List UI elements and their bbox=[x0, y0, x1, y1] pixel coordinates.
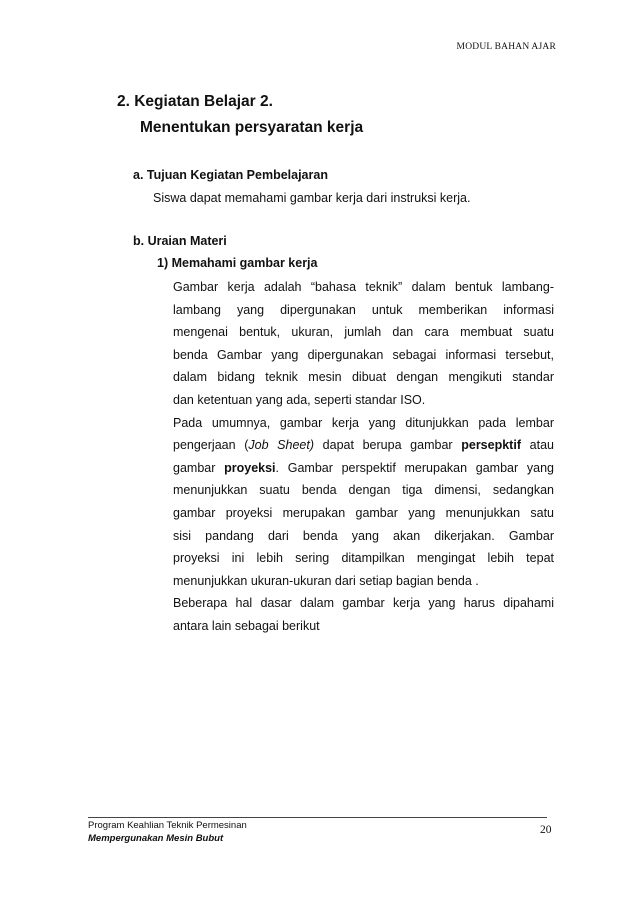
paragraph-line: gambar proyeksi merupakan gambar yang menunjukkan satu bbox=[173, 505, 554, 520]
job-sheet-term: Job Sheet) bbox=[248, 438, 315, 453]
projection-term: proyeksi bbox=[224, 460, 276, 475]
paragraph-line: menunjukkan ukuran-ukuran dari setiap bagian benda . bbox=[173, 573, 479, 588]
footer-module: Mempergunakan Mesin Bubut bbox=[88, 833, 224, 844]
subsection-a-heading: a. Tujuan Kegiatan Pembelajaran bbox=[133, 168, 328, 182]
paragraph-line: mengenai bentuk, ukuran, jumlah dan cara membuat suatu bbox=[173, 325, 554, 340]
paragraph-line: dalam bidang teknik mesin dibuat dengan mengikuti standar bbox=[173, 370, 554, 385]
section-heading: 2. Kegiatan Belajar 2. bbox=[117, 93, 273, 110]
paragraph-line: sisi pandang dari benda yang akan dikerjakan. Gambar bbox=[173, 528, 554, 543]
text-run: pengerjaan ( bbox=[173, 438, 249, 453]
paragraph-line: antara lain sebagai berikut bbox=[173, 618, 320, 633]
page-number: 20 bbox=[540, 824, 552, 836]
section-subheading: Menentukan persyaratan kerja bbox=[140, 119, 364, 136]
paragraph-line bbox=[173, 457, 554, 480]
subsection-b-heading: b. Uraian Materi bbox=[133, 234, 227, 248]
paragraph-2 bbox=[173, 412, 554, 593]
paragraph-line: Pada umumnya, gambar kerja yang ditunjukkan pada lembar bbox=[173, 415, 554, 430]
paragraph-line: dan ketentuan yang ada, seperti standar ISO. bbox=[173, 392, 426, 407]
text-run: . Gambar perspektif merupakan gambar yang bbox=[275, 460, 554, 475]
paragraph-1 bbox=[173, 276, 554, 412]
item-1-heading: 1) Memahami gambar kerja bbox=[157, 256, 318, 270]
footer-divider bbox=[88, 817, 547, 818]
perspective-term: persepktif bbox=[461, 438, 521, 453]
text-run: gambar bbox=[173, 460, 225, 475]
subsection-a-text: Siswa dapat memahami gambar kerja dari instruksi kerja. bbox=[153, 191, 471, 205]
running-header: MODUL BAHAN AJAR bbox=[456, 42, 556, 52]
footer-program: Program Keahlian Teknik Permesinan bbox=[88, 820, 247, 831]
paragraph-line: Gambar kerja adalah “bahasa teknik” dalam bentuk lambang- bbox=[173, 280, 554, 294]
paragraph-line: proyeksi ini lebih sering ditampilkan mengingat lebih tepat bbox=[173, 551, 554, 566]
paragraph-line: lambang yang dipergunakan untuk memberikan informasi bbox=[173, 302, 554, 317]
paragraph-line bbox=[173, 434, 554, 457]
text-run: atau bbox=[520, 438, 554, 453]
paragraph-line: menunjukkan suatu benda dengan tiga dimensi, sedangkan bbox=[173, 483, 554, 498]
paragraph-line: Beberapa hal dasar dalam gambar kerja yang harus dipahami bbox=[173, 596, 554, 611]
paragraph-3 bbox=[173, 592, 554, 637]
paragraph-line: benda Gambar yang dipergunakan sebagai informasi tersebut, bbox=[173, 347, 554, 362]
text-run: dapat berupa gambar bbox=[314, 438, 462, 453]
